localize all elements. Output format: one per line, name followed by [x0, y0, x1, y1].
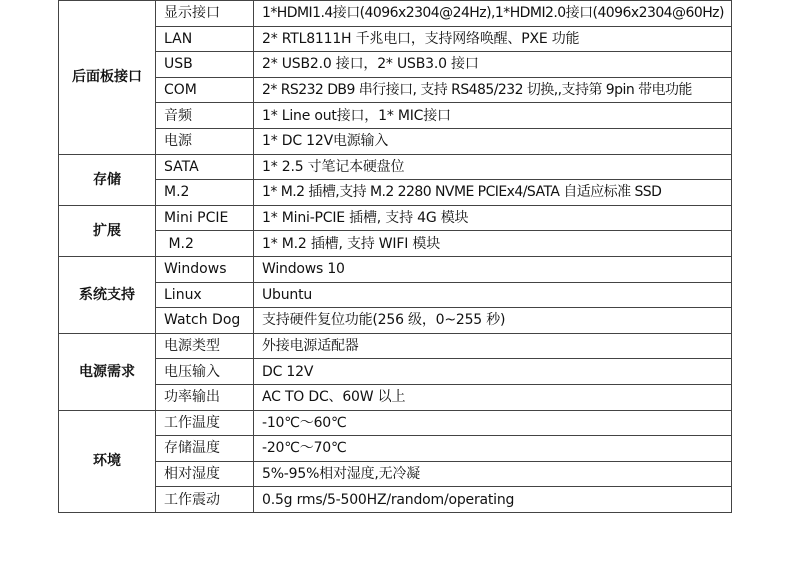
row-value: 支持硬件复位功能(256 级，0~255 秒)	[254, 308, 732, 334]
table-row	[59, 77, 732, 103]
table-row	[59, 384, 732, 410]
table-row	[59, 52, 732, 78]
row-value: DC 12V	[254, 359, 732, 385]
row-label: M.2	[156, 231, 254, 257]
table-row	[59, 359, 732, 385]
row-value: 2* RS232 DB9 串行接口, 支持 RS485/232 切换,,支持第 9pin 带电功能	[254, 77, 732, 103]
table-row	[59, 231, 732, 257]
row-label: 显示接口	[156, 1, 254, 27]
row-label: USB	[156, 52, 254, 78]
row-label: 工作震动	[156, 487, 254, 513]
row-label: Watch Dog	[156, 308, 254, 334]
row-label: Mini PCIE	[156, 205, 254, 231]
row-label: COM	[156, 77, 254, 103]
row-value: 0.5g rms/5-500HZ/random/operating	[254, 487, 732, 513]
row-value: -20℃～70℃	[254, 436, 732, 462]
row-label: 工作温度	[156, 410, 254, 436]
table-row	[59, 154, 732, 180]
row-value: Windows 10	[254, 256, 732, 282]
spec-table	[58, 0, 732, 513]
row-label: 存储温度	[156, 436, 254, 462]
row-value: -10℃～60℃	[254, 410, 732, 436]
row-label: 音频	[156, 103, 254, 129]
group-power: 电源需求	[59, 333, 156, 410]
table-row	[59, 333, 732, 359]
group-environment: 环境	[59, 410, 156, 512]
row-label: 电压输入	[156, 359, 254, 385]
table-row	[59, 1, 732, 27]
table-row	[59, 282, 732, 308]
row-value: AC TO DC、60W 以上	[254, 384, 732, 410]
table-row	[59, 256, 732, 282]
row-label: SATA	[156, 154, 254, 180]
row-value: 1* Mini-PCIE 插槽, 支持 4G 模块	[254, 205, 732, 231]
row-value: 外接电源适配器	[254, 333, 732, 359]
row-value: 1*HDMI1.4接口(4096x2304@24Hz),1*HDMI2.0接口(4096x2304@60Hz)	[254, 1, 732, 27]
row-value: Ubuntu	[254, 282, 732, 308]
row-label: M.2	[156, 180, 254, 206]
row-label: 功率输出	[156, 384, 254, 410]
group-expansion: 扩展	[59, 205, 156, 256]
row-label: Windows	[156, 256, 254, 282]
table-row	[59, 26, 732, 52]
table-row	[59, 308, 732, 334]
row-label: LAN	[156, 26, 254, 52]
table-row	[59, 103, 732, 129]
row-value: 1* M.2 插槽,支持 M.2 2280 NVME PCIEx4/SATA 自适应标准 SSD	[254, 180, 732, 206]
row-label: Linux	[156, 282, 254, 308]
row-value: 1* DC 12V电源输入	[254, 128, 732, 154]
row-value: 2* RTL8111H 千兆电口，支持网络唤醒、PXE 功能	[254, 26, 732, 52]
row-label: 电源	[156, 128, 254, 154]
table-row	[59, 436, 732, 462]
row-label: 电源类型	[156, 333, 254, 359]
row-value: 1* M.2 插槽, 支持 WIFI 模块	[254, 231, 732, 257]
table-row	[59, 180, 732, 206]
table-row	[59, 205, 732, 231]
table-row	[59, 487, 732, 513]
row-value: 1* Line out接口，1* MIC接口	[254, 103, 732, 129]
group-storage: 存储	[59, 154, 156, 205]
group-os: 系统支持	[59, 256, 156, 333]
row-value: 2* USB2.0 接口，2* USB3.0 接口	[254, 52, 732, 78]
row-value: 5%-95%相对湿度,无冷凝	[254, 461, 732, 487]
table-row	[59, 128, 732, 154]
row-label: 相对湿度	[156, 461, 254, 487]
group-rear-io: 后面板接口	[59, 1, 156, 155]
table-row	[59, 410, 732, 436]
row-value: 1* 2.5 寸笔记本硬盘位	[254, 154, 732, 180]
table-row	[59, 461, 732, 487]
